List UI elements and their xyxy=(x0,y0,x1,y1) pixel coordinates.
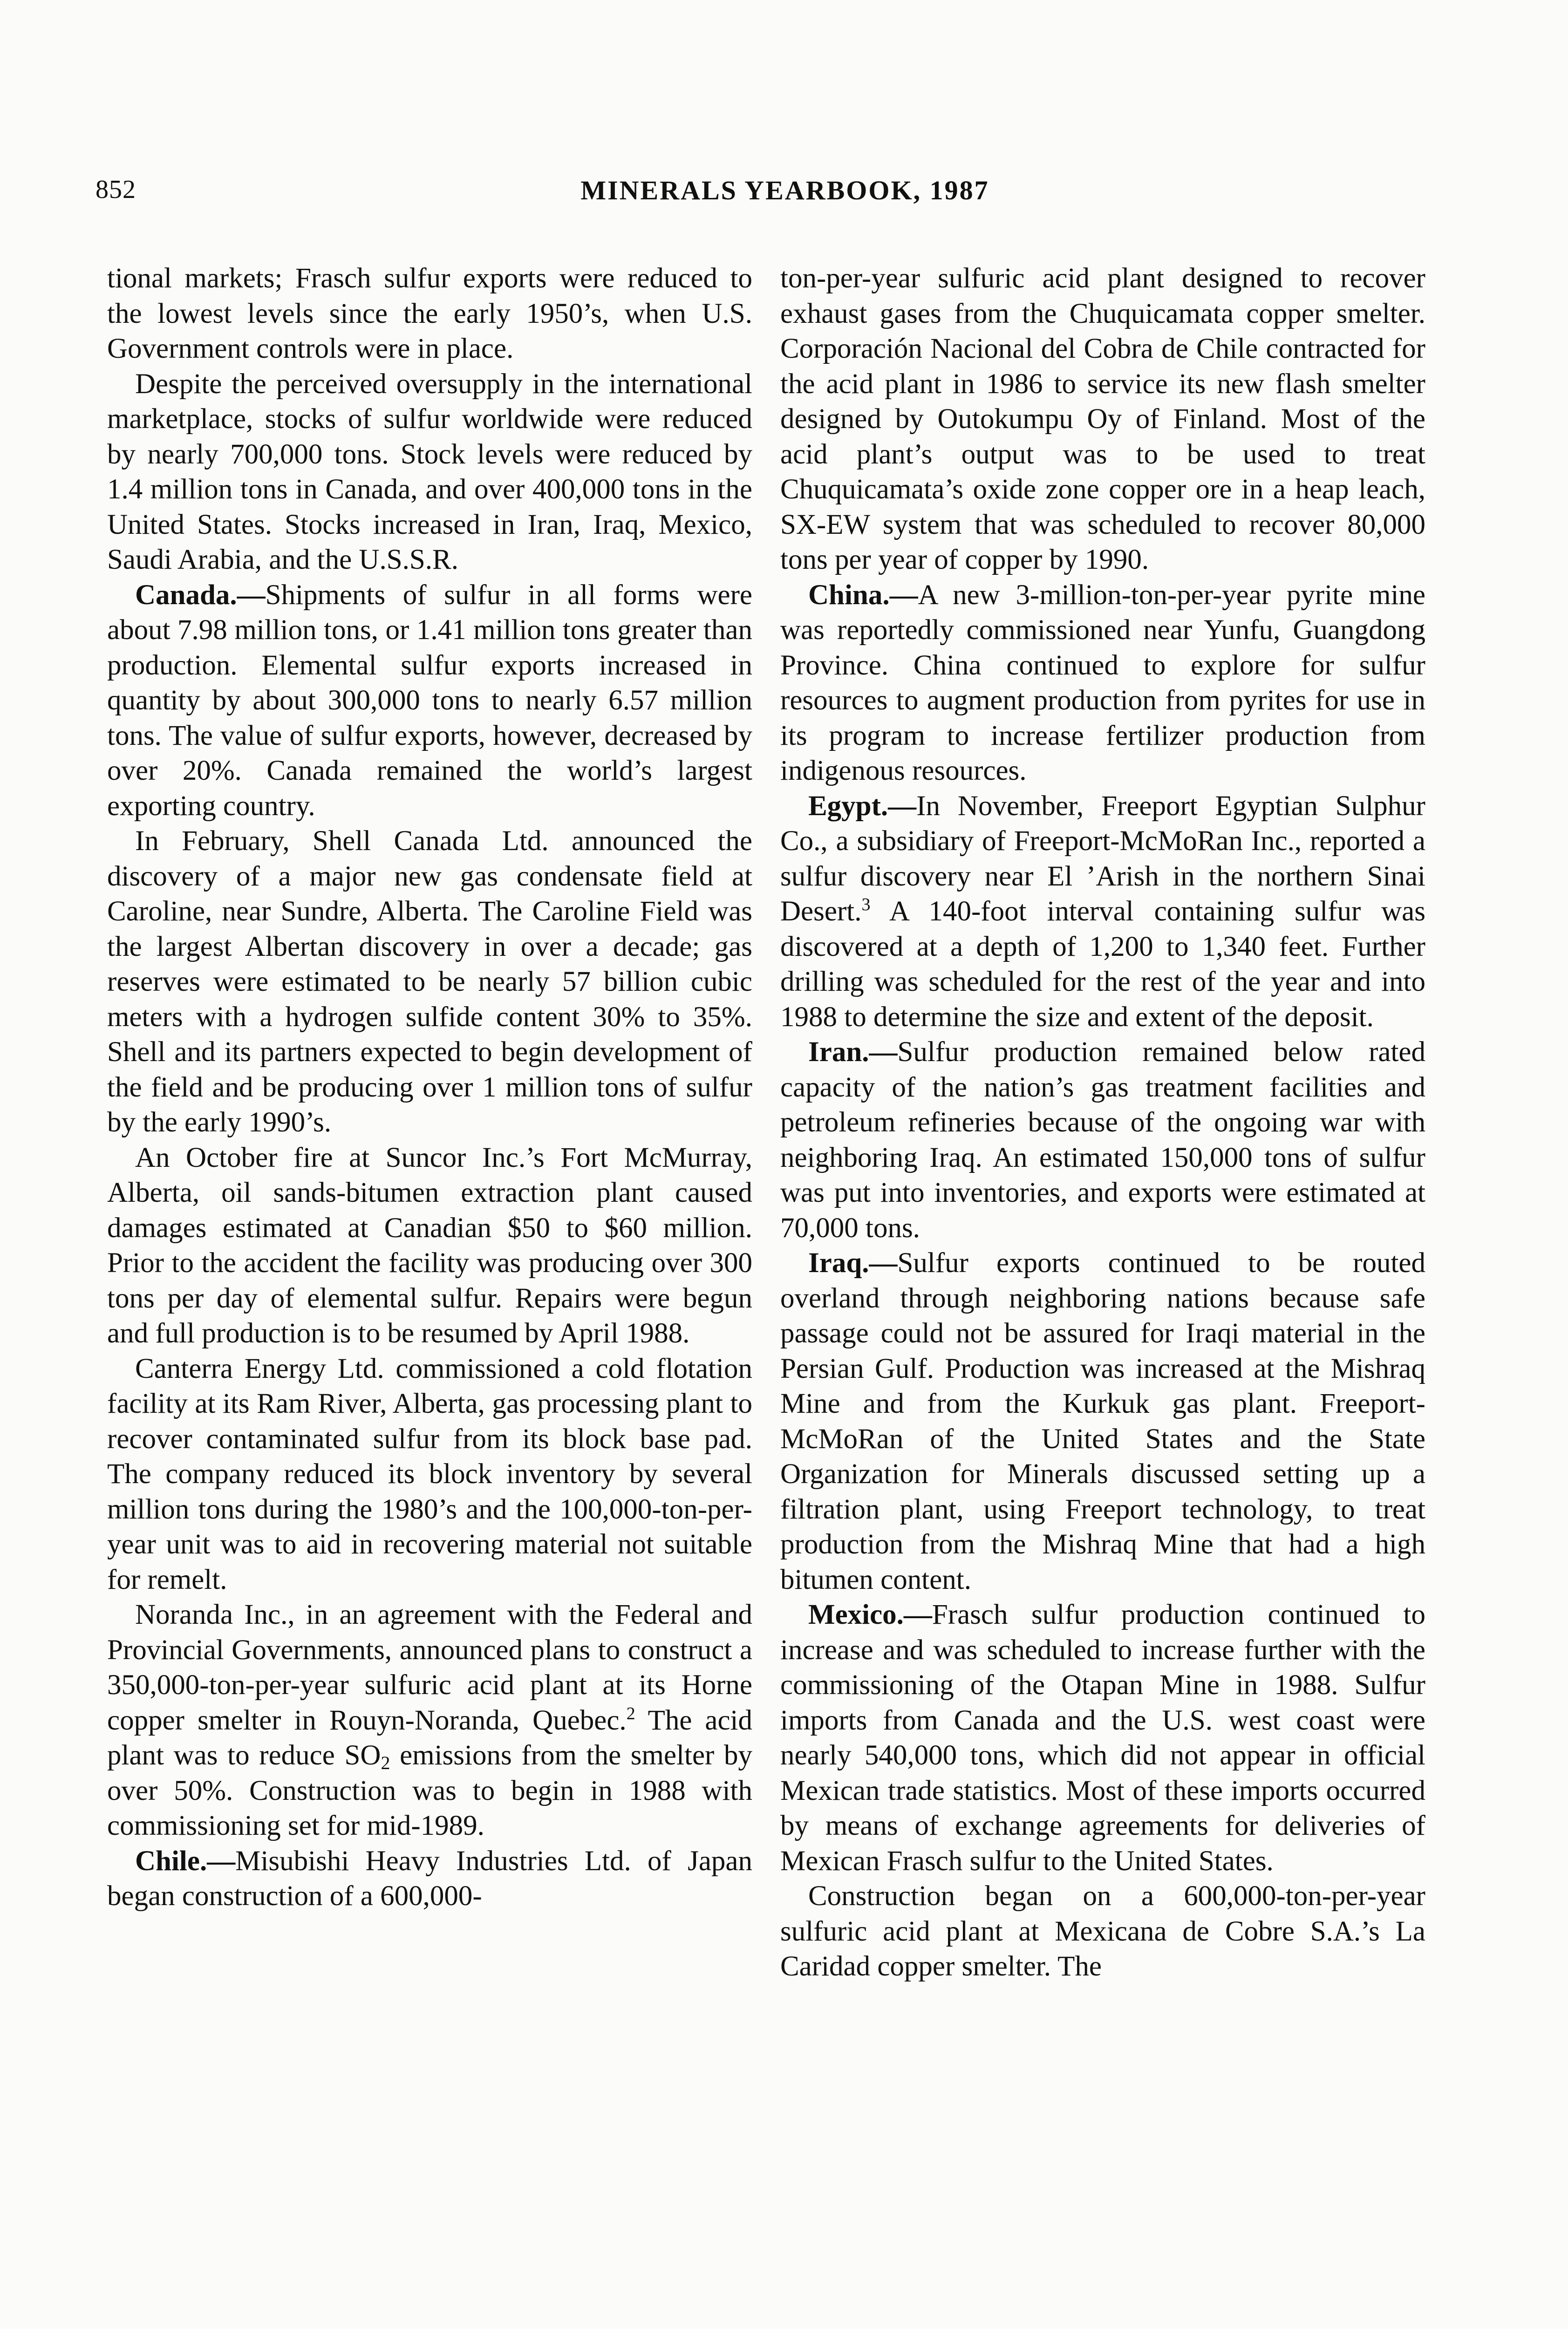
section-canada xyxy=(107,578,752,824)
section-heading: Iraq.— xyxy=(808,1247,898,1279)
paragraph xyxy=(780,261,1425,578)
section-iraq xyxy=(780,1246,1425,1597)
section-heading: Mexico.— xyxy=(808,1599,932,1630)
paragraph-text: A new 3-million-ton-per-year pyrite mine was reportedly commissioned near Yunfu, Guangdong Province. China continued to explore for sulfur resources to augment production from pyrites for use in its program to increase fertilizer production from indigenous resources. xyxy=(780,579,1425,786)
paragraph xyxy=(107,367,752,578)
section-heading: Canada.— xyxy=(135,579,266,611)
paragraph-text: Canterra Energy Ltd. commissioned a cold flotation facility at its Ram River, Alberta, gas processing plant to recover contaminated sulfur from its block base pad. The company reduced its block inventory by several million tons during the 1980’s and the 100,000-ton-per-year unit was to aid in recovering material not suitable for remelt. xyxy=(107,1353,752,1595)
section-heading: Egypt.— xyxy=(808,790,917,822)
footnote-ref: 2 xyxy=(626,1703,635,1723)
paragraph xyxy=(107,824,752,1140)
section-heading: China.— xyxy=(808,579,918,611)
paragraph xyxy=(107,261,752,367)
section-mexico xyxy=(780,1597,1425,1879)
section-iran xyxy=(780,1035,1425,1246)
left-column xyxy=(107,261,752,1914)
section-egypt xyxy=(780,789,1425,1035)
page-number: 852 xyxy=(95,175,136,204)
section-china xyxy=(780,578,1425,789)
paragraph-text: The acid plant was to reduce SO xyxy=(107,1704,752,1771)
section-heading: Iran.— xyxy=(808,1036,898,1068)
running-title: MINERALS YEARBOOK, 1987 xyxy=(580,175,989,205)
paragraph xyxy=(780,1879,1425,1984)
paragraph-text: Despite the perceived oversupply in the international marketplace, stocks of sulfur worldwide were reduced by nearly 700,000 tons. Stock levels were reduced by 1.4 million tons in Canada, and over 400,000 tons in the United States. Stocks increased in Iran, Iraq, Mexico, Saudi Arabia, and the U.S.S.R. xyxy=(107,368,752,575)
paragraph-text: Frasch sulfur production continued to increase and was scheduled to increase further with the commissioning of the Otapan Mine in 1988. Sulfur imports from Canada and the U.S. west coast were nearly 540,000 tons, which did not appear in official Mexican trade statistics. Most of these imports occurred by means of exchange agreements for deliveries of Mexican Frasch sulfur to the United States. xyxy=(780,1599,1425,1877)
paragraph xyxy=(107,1140,752,1351)
section-chile xyxy=(107,1844,752,1914)
paragraph-text: Sulfur production remained below rated capacity of the nation’s gas treatment facilities and petroleum refineries because of the ongoing war with neighboring Iraq. An estimated 150,000 tons of sulfur was put into inventories, and exports were estimated at 70,000 tons. xyxy=(780,1036,1425,1244)
paragraph-text: Construction began on a 600,000-ton-per-year sulfuric acid plant at Mexicana de Cobre S.A.’s La Caridad copper smelter. The xyxy=(780,1880,1425,1982)
paragraph-text: Noranda Inc., in an agreement with the Federal and Provincial Governments, announced plans to construct a 350,000-ton-per-year sulfuric acid plant at its Horne copper smelter in Rouyn-Noranda, Quebec. xyxy=(107,1599,752,1736)
footnote-ref: 3 xyxy=(861,895,871,914)
paragraph-text: Shipments of sulfur in all forms were about 7.98 million tons, or 1.41 million tons greater than production. Elemental sulfur exports increased in quantity by about 300,000 tons to nearly 6.57 million tons. The value of sulfur exports, however, decreased by over 20%. Canada remained the world’s largest exporting country. xyxy=(107,579,752,822)
paragraph-text: tional markets; Frasch sulfur exports were reduced to the lowest levels since the early 1950’s, when U.S. Government controls were in place. xyxy=(107,263,752,364)
right-column xyxy=(780,261,1425,1984)
paragraph xyxy=(107,1597,752,1844)
paragraph-text: emissions from the smelter by over 50%. Construction was to begin in 1988 with commissioning set for mid-1989. xyxy=(107,1740,752,1841)
page-header xyxy=(95,175,1474,217)
section-heading: Chile.— xyxy=(135,1845,236,1877)
paragraph-text: Sulfur exports continued to be routed overland through neighboring nations because safe passage could not be assured for Iraqi material in the Persian Gulf. Production was increased at the Mishraq Mine and from the Kurkuk gas plant. Freeport-McMoRan of the United States and the State Organization for Minerals discussed setting up a filtration plant, using Freeport technology, to treat production from the Mishraq Mine that had a high bitumen content. xyxy=(780,1247,1425,1595)
paragraph-text: Misubishi Heavy Industries Ltd. of Japan began construction of a 600,000- xyxy=(107,1845,752,1912)
paragraph-text: In February, Shell Canada Ltd. announced the discovery of a major new gas condensate field at Caroline, near Sundre, Alberta. The Caroline Field was the largest Albertan discovery in over a decade; gas reserves were estimated to be nearly 57 billion cubic meters with a hydrogen sulfide content 30% to 35%. Shell and its partners expected to begin development of the field and be producing over 1 million tons of sulfur by the early 1990’s. xyxy=(107,825,752,1138)
paragraph-text: In November, Freeport Egyptian Sulphur Co., a subsidiary of Freeport-McMoRan Inc., reported a sulfur discovery near El ’Arish in the northern Sinai Desert. xyxy=(780,790,1425,927)
paragraph-text: ton-per-year sulfuric acid plant designed to recover exhaust gases from the Chuquicamata copper smelter. Corporación Nacional del Cobra de Chile contracted for the acid plant in 1986 to service its new flash smelter designed by Outokumpu Oy of Finland. Most of the acid plant’s output was to be used to treat Chuquicamata’s oxide zone copper ore in a heap leach, SX-EW system that was scheduled to recover 80,000 tons per year of copper by 1990. xyxy=(780,263,1425,575)
paragraph xyxy=(107,1351,752,1598)
paragraph-text: An October fire at Suncor Inc.’s Fort McMurray, Alberta, oil sands-bitumen extraction plant caused damages estimated at Canadian $50 to $60 million. Prior to the accident the facility was producing over 300 tons per day of elemental sulfur. Repairs were begun and full production is to be resumed by April 1988. xyxy=(107,1142,752,1349)
paragraph-text: A 140-foot interval containing sulfur was discovered at a depth of 1,200 to 1,340 feet. Further drilling was scheduled for the rest of the year and into 1988 to determine the size and extent of the deposit. xyxy=(780,896,1425,1033)
subscript: 2 xyxy=(381,1752,390,1773)
